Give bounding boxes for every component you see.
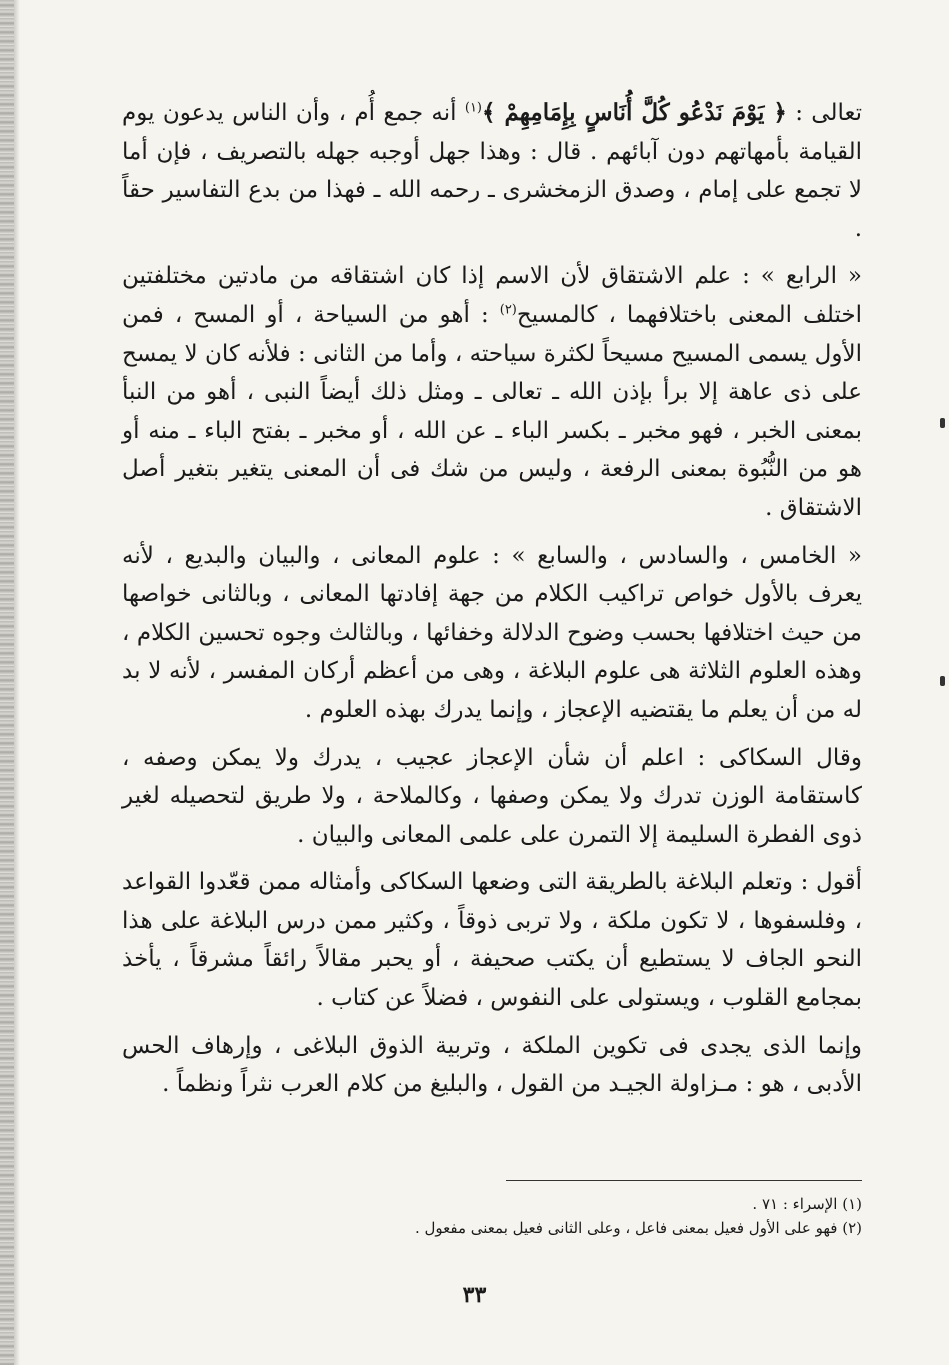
footnote-marker: (١) <box>464 100 482 116</box>
paragraph-text: « الرابع » : علم الاشتقاق لأن الاسم إذا كان اشتقاقه من مادتين مختلفتين اختلف المعنى باختلافهما ، كالمسيح <box>122 263 862 328</box>
quranic-verse: ﴿ يَوْمَ نَدْعُو كُلَّ أُنَاسٍ بِإِمَامِهِمْ ﴾ <box>482 99 787 126</box>
footnote-marker: (٢) <box>499 302 517 318</box>
footnote-2: (٢) فهو على الأول فعيل بمعنى فاعل ، وعلى الثانى فعيل بمعنى مفعول . <box>414 1219 862 1237</box>
footnotes <box>330 1192 862 1240</box>
paragraph-1 <box>122 94 862 248</box>
paragraph-2 <box>122 257 862 527</box>
paragraph-4: وقال السكاكى : اعلم أن شأن الإعجاز عجيب ، يدرك ولا يمكن وصفه ، كاستقامة الوزن تدرك ولا يمكن وصفها ، وكالملاحة ، ولا طريق لتحصيله لغير ذوى الفطرة السليمة إلا التمرن على علمى المعانى والبيان . <box>122 744 862 848</box>
paragraph-5: أقول : وتعلم البلاغة بالطريقة التى وضعها السكاكى وأمثاله ممن قعّدوا القواعد ، وفلسفوها ، لا تكون ملكة ، ولا تربى ذوقاً ، وكثير ممن درس البلاغة على هذا النحو الجاف لا يستطيع أن يكتب صحيفة ، أو يحبر مقالاً رائقاً مشرقاً ، يأخذ بمجامع القلوب ، ويستولى على النفوس ، فضلاً عن كتاب . <box>122 869 862 1012</box>
margin-mark <box>940 418 945 428</box>
paragraph-text: أنه جمع أُم ، وأن الناس يدعون يوم القيامة بأمهاتهم دون آبائهم . قال : وهذا جهل أوجبه جهله بالتصريف ، فإن أما لا تجمع على إمام ، وصدق الزمخشرى ـ رحمه الله ـ فهذا من بدع التفاسير حقاً . <box>122 100 862 242</box>
footnote-divider <box>506 1180 862 1181</box>
paragraph-3: « الخامس ، والسادس ، والسابع » : علوم المعانى ، والبيان والبديع ، لأنه يعرف بالأول خواص تراكيب الكلام من جهة إفادتها المعانى ، وبالثانى خواصها من حيث اختلافها بحسب وضوح الدلالة وخفائها ، وبالثالث وجوه تحسين الكلام ، وهذه العلوم الثلاثة هى علوم البلاغة ، وهى من أعظم أركان المفسر ، لأنه لا بد له من أن يعلم ما يقتضيه الإعجاز ، وإنما يدرك بهذه العلوم . <box>122 542 862 723</box>
paragraph-text: : أهو من السياحة ، أو المسح ، فمن الأول يسمى المسيح مسيحاً لكثرة سياحته ، وأما من الثانى : فلأنه كان لا يمسح على ذى عاهة إلا برأ بإذن الله ـ تعالى ـ ومثل ذلك أيضاً النبى ، أهو من النبأ بمعنى الخبر ، فهو مخبر ـ بكسر الباء ـ عن الله ، أو مخبر ـ بفتح الباء ـ منه أو هو من النُّبُوة بمعنى الرفعة ، وليس من شك فى أن المعنى يتغير بتغير أصل الاشتقاق . <box>122 301 862 521</box>
page-number: ٣٣ <box>462 1282 487 1308</box>
paragraph-text: تعالى : <box>786 100 862 126</box>
margin-mark <box>940 676 945 686</box>
main-text <box>122 94 862 1113</box>
book-binding-edge <box>0 0 14 1365</box>
paragraph-6: وإنما الذى يجدى فى تكوين الملكة ، وتربية الذوق البلاغى ، وإرهاف الحس الأدبى ، هو : مـزاولة الجيـد من القول ، والبليغ من كلام العرب نثراً ونظماً . <box>122 1032 862 1098</box>
footnote-1: (١) الإسراء : ٧١ . <box>752 1195 862 1213</box>
binding-shadow <box>14 0 20 1365</box>
